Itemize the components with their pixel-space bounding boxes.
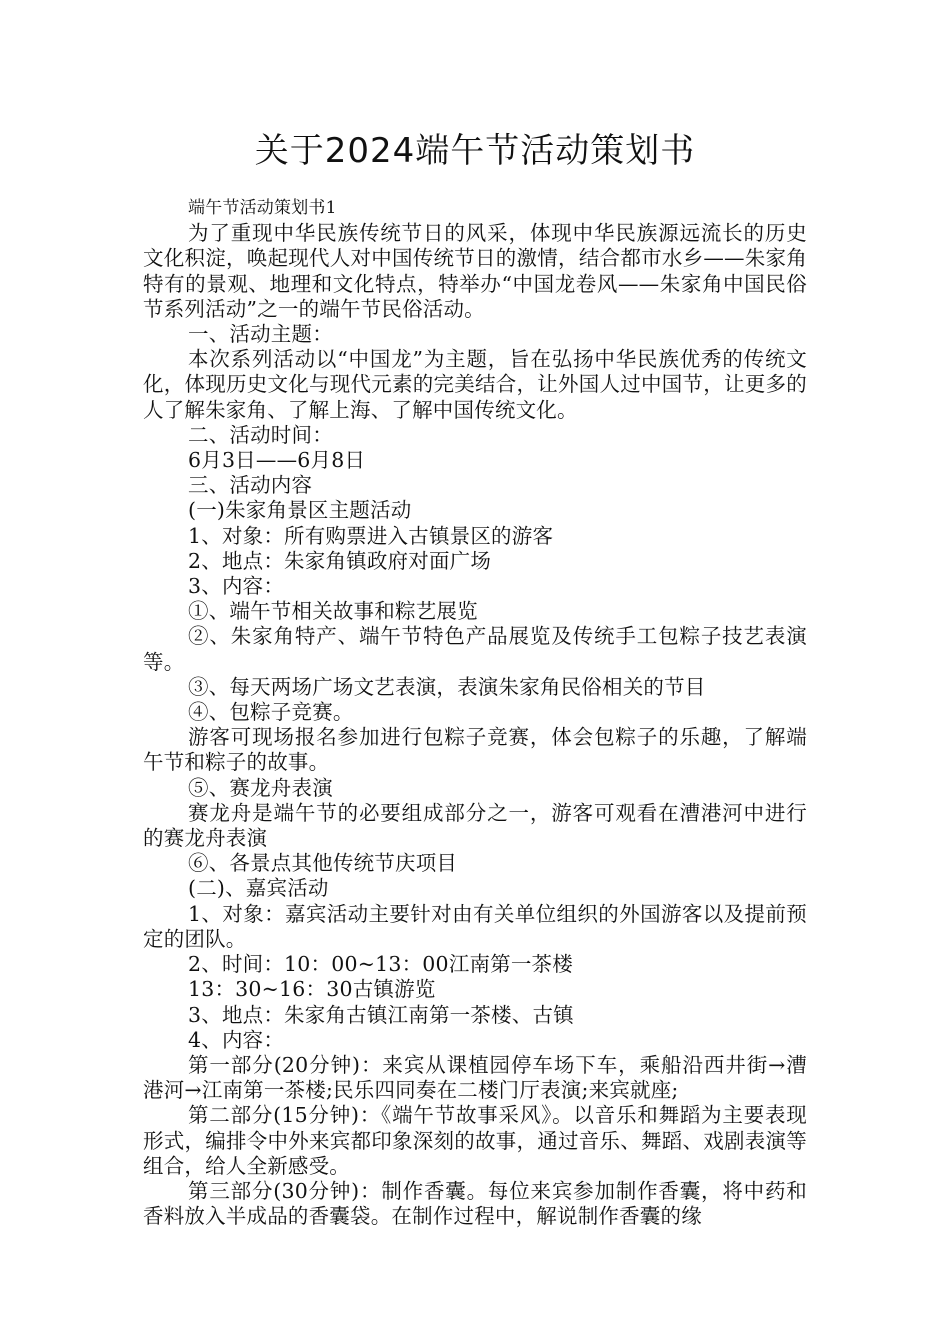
paragraph-item: 3、地点：朱家角古镇江南第一茶楼、古镇 <box>188 1002 574 1027</box>
paragraph-item: ①、端午节相关故事和粽艺展览 <box>188 599 478 624</box>
paragraph-heading-theme: 一、活动主题： <box>188 322 333 347</box>
paragraph-time: 6月3日——6月8日 <box>188 448 366 473</box>
paragraph-heading-content: 三、活动内容 <box>188 473 313 498</box>
paragraph-item: 2、地点：朱家角镇政府对面广场 <box>188 548 492 573</box>
paragraph-item: 游客可现场报名参加进行包粽子竞赛，体会包粽子的乐趣，了解端午节和粽子的故事。 <box>143 725 807 775</box>
paragraph-item: ④、包粽子竞赛。 <box>188 700 354 725</box>
paragraph-item: 1、对象：所有购票进入古镇景区的游客 <box>188 523 554 548</box>
paragraph-heading-time: 二、活动时间： <box>188 422 333 447</box>
paragraph-item: 1、对象：嘉宾活动主要针对由有关单位组织的外国游客以及提前预定的团队。 <box>143 901 807 951</box>
paragraph-item: 2、时间：10：00~13：00江南第一茶楼 <box>188 952 573 977</box>
paragraph-intro: 为了重现中华民族传统节日的风采，体现中华民族源远流长的历史文化积淀，唤起现代人对中国传统节日的激情，结合都市水乡——朱家角特有的景观、地理和文化特点，特举办“中国龙卷风——朱家角中国民俗节系列活动”之一的端午节民俗活动。 <box>143 221 807 321</box>
paragraph-item: ②、朱家角特产、端午节特色产品展览及传统手工包粽子技艺表演等。 <box>143 624 807 674</box>
paragraph-subtitle: 端午节活动策划书1 <box>188 198 337 218</box>
paragraph-item: 第三部分(30分钟)：制作香囊。每位来宾参加制作香囊，将中药和香料放入半成品的香囊袋。在制作过程中，解说制作香囊的缘 <box>143 1178 807 1229</box>
paragraph-item: ③、每天两场广场文艺表演，表演朱家角民俗相关的节目 <box>188 674 706 699</box>
document-body <box>143 196 807 1229</box>
paragraph-item: 3、内容： <box>188 574 285 599</box>
paragraph-item: 4、内容： <box>188 1027 285 1052</box>
paragraph-item: ⑤、赛龙舟表演 <box>188 775 333 800</box>
paragraph-section-1: (一)朱家角景区主题活动 <box>188 498 412 523</box>
paragraph-section-2: (二)、嘉宾活动 <box>188 876 329 901</box>
paragraph-item: 第二部分(15分钟)：《端午节故事采风》。以音乐和舞蹈为主要表现形式，编排令中外来宾都印象深刻的故事，通过音乐、舞蹈、戏剧表演等组合，给人全新感受。 <box>143 1103 807 1178</box>
paragraph-item: ⑥、各景点其他传统节庆项目 <box>188 851 458 876</box>
paragraph-item: 赛龙舟是端午节的必要组成部分之一，游客可观看在漕港河中进行的赛龙舟表演 <box>143 800 807 851</box>
document-title: 关于2024端午节活动策划书 <box>254 131 696 171</box>
paragraph-item: 13：30~16：30古镇游览 <box>188 977 436 1002</box>
paragraph-item: 第一部分(20分钟)：来宾从课植园停车场下车，乘船沿西井街→漕港河→江南第一茶楼;民乐四同奏在二楼门厅表演;来宾就座; <box>143 1052 807 1103</box>
paragraph-theme: 本次系列活动以“中国龙”为主题，旨在弘扬中华民族优秀的传统文化，体现历史文化与现代元素的完美结合，让外国人过中国节，让更多的人了解朱家角、了解上海、了解中国传统文化。 <box>143 347 807 422</box>
